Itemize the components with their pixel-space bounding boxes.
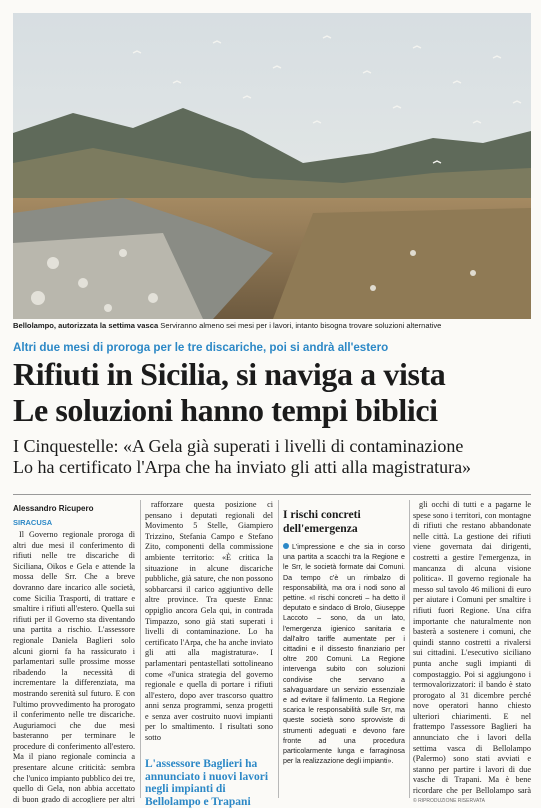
subheadline [13, 436, 531, 478]
sidebar-text [283, 542, 405, 766]
sidebar-title: I rischi concreti dell'emergenza [283, 508, 361, 535]
caption-bold: Bellolampo, autorizzata la settima vasca [13, 321, 159, 330]
article-column-2 [145, 500, 273, 745]
sidebar-body: L'impressione e che sia in corso una partita a scacchi tra la Regione e le Srr, le società formate dai Comuni. Da tempo c'è un rimbalzo di responsabilità, ma ora i nodi sono al pettine. «I rischi concreti – ha detto il deputato e sindaco di Brolo, Giuseppe Laccoto – sono, da un lato, l'emergenza igienico sanitaria e dall'altro tariffe aumentate per i cittadini e il dissesto finanziario per oltre 200 Comuni. La Regione intervenga subito con soluzioni condivise che servano a salvaguardare un servizio essenziale e ad evitare il fallimento. La Regione scarica le responsabilità sulle Srr, ma queste società sono sprovviste di strumenti adeguati e devono fare fronte ad una procedura particolarmente lunga e farraginosa per la realizzazione degli impianti». [283, 543, 405, 766]
column-1-text: Il Governo regionale proroga di altri due mesi il conferimento di rifiuti nelle tre discariche di Siciliana, Oikos e Gela e attende la mossa delle Srr. Che a breve dovranno dare incarico alle società, come Sicilia Trasporti, di trattare e smaltire i rifiuti all'estero. Quella sui rifiuti per il Governo sta diventando una partita a rischio. L'assessore regionale Daniela Baglieri solo alcuni giorni fa ha rassicurato i parlamentari sulle prossime mosse ribadendo la necessità di incrementare la differenziata, ma mostrando serenità sul futuro. E con l'ultimo provvedimento ha prorogato il conferimento nelle tre discariche. Auguriamoci che due mesi basteranno per terminare le procedure di conferimento all'estero. Ma il piano regionale comincia a presentare alcune criticità: sembra che l'unico impianto pubblico dei tre, quello di Gela, non abbia accettato di buon grado di accogliere per altri [13, 530, 135, 803]
pull-quote: L'assessore Baglieri ha annunciato i nuovi lavori negli impianti di Bellolampo e Trapani [145, 758, 269, 808]
column-divider [140, 500, 141, 798]
column-divider [278, 500, 279, 798]
headline [13, 356, 531, 428]
byline: Alessandro Ricupero [13, 504, 94, 513]
article-column-4 [413, 500, 531, 795]
copyright: © RIPRODUZIONE RISERVATA [413, 798, 485, 804]
article-column-1 [13, 530, 135, 803]
subhead-line-2: Lo ha certificato l'Arpa che ha inviato gli atti alla magistratura» [13, 457, 472, 477]
column-2-text: rafforzare questa posizione ci pensano i deputati regionali del Movimento 5 Stelle, Giampiero Trizzino, Stefania Campo e Stefano Zito, componenti della commissione ambiente territorio: «È critica la situazione in alcune discariche pubbliche, già sature, che non possono sobbarcarsi il carico aggiuntivo delle altre province. Tra queste Enna: oppiglio ancora Gela qui, in contrada Timpazzo, sono già stati superati i livelli di contaminazione. Lo ha certificato l'Arpa, che ha anche inviato gli atti alla magistratura». I parlamentari pentastellati sottolineano come «l'unica strategia del governo regionale e quella di portare i rifiuti all'estero, dopo aver trascorso quattro anni senza programmi, senza progetti e senza aver costruito nuovi impianti per lo smaltimento. I risultati sono sotto [145, 500, 273, 743]
kicker: Altri due mesi di proroga per le tre discariche, poi si andrà all'estero [13, 341, 389, 354]
dateline-place: SIRACUSA [13, 518, 53, 527]
divider [13, 494, 531, 495]
landfill-photo [13, 13, 531, 319]
sidebar-box [283, 500, 405, 798]
caption-text: Serviranno almeno sei mesi per i lavori, intanto bisogna trovare soluzioni alternative [158, 321, 442, 330]
bullet-icon [283, 543, 289, 549]
headline-line-2: Le soluzioni hanno tempi biblici [13, 392, 438, 428]
column-divider [409, 500, 410, 798]
headline-line-1: Rifiuti in Sicilia, si naviga a vista [13, 356, 446, 392]
photo-caption [13, 321, 531, 331]
column-4-text: gli occhi di tutti e a pagarne le spese sono i territori, con montagne di rifiuti che restano abbandonate nelle città. La gestione dei rifiuti viene governata dai dirigenti, costretti a gestire l'emergenza, in mancanza di alcuna visione politica». Il governo regionale ha messo sul tavolo 46 milioni di euro per aiutare i Comuni per smaltire i rifiuti fuori Regione. Una cifra importante che naturalmente non basterà a sostenere i comuni, che quindi stanno costretti a rivalersi sui cittadini. L'esecutivo siciliano punta anche sugli impianti di compostaggio. Poi si aggiungono i termovalorizzatori: il bando è stato prorogato al 31 dicembre perché nove operatori hanno chiesto ulteriori chiarimenti. E nel frattempo l'assessore Baglieri ha annunciato che i lavori della settima vasca di Bellolampo (Palermo) sono stati avviati e stanno per partire i lavori di due vasche di Trapani. Ma è bene ricordare che per Bellolampo sarà [413, 500, 531, 795]
subhead-line-1: I Cinquestelle: «A Gela già superati i livelli di contaminazione [13, 436, 464, 456]
